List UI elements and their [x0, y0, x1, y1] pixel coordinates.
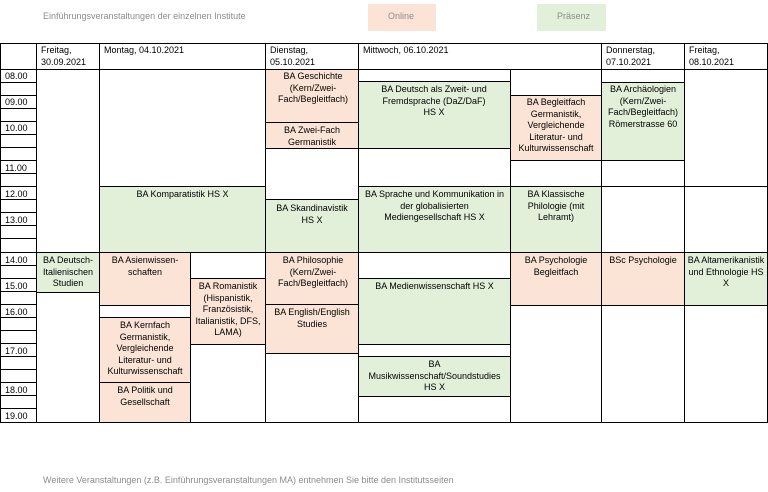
- time-label: 09.00: [5, 97, 28, 107]
- event-ba-zweifach-germanistik: BA Zwei-Fach Germanistik: [283, 125, 341, 147]
- header-day-mi-0610: Mittwoch, 06.10.2021: [363, 45, 449, 55]
- event-ba-english: BA English/English Studies: [274, 307, 350, 329]
- time-label: 19.00: [5, 411, 28, 421]
- event-ba-psychologie-begleitfach: BA Psychologie Begleitfach: [524, 255, 588, 277]
- event-ba-skandinavistik: BA Skandinavistik HS X: [276, 203, 348, 225]
- header-day-do-0710: Donnerstag, 07.10.2021: [606, 45, 656, 67]
- event-ba-deutsch-italienisch: BA Deutsch-Italienischen Studien: [42, 255, 94, 288]
- event-ba-begleitfach-germanistik: BA Begleitfach Germanistik, Vergleichende Literatur- und Kulturwissenschaft: [518, 97, 594, 153]
- time-label: 16.00: [5, 307, 28, 317]
- event-ba-sprache-kommunikation: BA Sprache und Kommunikation in der globalisierten Mediengesellschaft HS X: [364, 189, 505, 222]
- time-label: 13.00: [5, 215, 28, 225]
- time-label: 14.00: [5, 255, 28, 265]
- event-ba-altamerikanistik: BA Altamerikanistik und Ethnologie HS X: [687, 255, 765, 288]
- event-ba-politik: BA Politik und Gesellschaft: [117, 385, 173, 407]
- event-bsc-psychologie: BSc Psychologie: [609, 255, 677, 265]
- time-label: 17.00: [5, 346, 28, 356]
- event-ba-daz: BA Deutsch als Zweit- und Fremdsprache (DaZ/DaF) HS X: [381, 84, 487, 117]
- event-ba-kernfach-germanistik: BA Kernfach Germanistik, Vergleichende Literatur- und Kulturwissenschaft: [107, 320, 183, 376]
- page-title: Einführungsveranstaltungen der einzelnen Institute: [43, 11, 246, 21]
- header-day-di-0510: Dienstag, 05.10.2021: [270, 45, 316, 67]
- event-ba-medienwissenschaft: BA Medienwissenschaft HS X: [375, 281, 494, 291]
- event-ba-romanistik: BA Romanistik (Hispanistik, Französistik, Italianistik, DFS, LAMA): [195, 281, 261, 337]
- event-ba-geschichte: BA Geschichte (Kern/Zwei-Fach/Begleitfach): [277, 71, 349, 104]
- header-day-fr-3009: Freitag, 30.09.2021: [41, 45, 87, 67]
- time-label: 12.00: [5, 189, 28, 199]
- legend-praesenz-label: Präsenz: [557, 11, 591, 21]
- time-label: 08.00: [5, 71, 28, 81]
- event-ba-archaeologien: BA Archäologien (Kern/Zwei-Fach/Begleitfach) Römerstrasse 60: [607, 84, 679, 129]
- time-label: 10.00: [5, 123, 28, 133]
- event-ba-klassische-philologie: BA Klassische Philologie (mit Lehramt): [527, 189, 585, 222]
- time-label: 18.00: [5, 385, 28, 395]
- footer-note: Weitere Veranstaltungen (z.B. Einführungsveranstaltungen MA) entnehmen Sie bitte den Institutsseiten: [43, 475, 454, 485]
- event-ba-philosophie: BA Philosophie (Kern/Zwei-Fach/Begleitfach): [277, 255, 349, 288]
- time-label: 11.00: [5, 163, 27, 173]
- event-ba-asienwissenschaften: BA Asienwissen-schaften: [111, 255, 179, 277]
- event-ba-komparatistik: BA Komparatistik HS X: [136, 189, 229, 199]
- header-day-mo-0410: Montag, 04.10.2021: [104, 45, 185, 55]
- legend-online-label: Online: [388, 11, 415, 21]
- header-day-fr-0810: Freitag, 08.10.2021: [689, 45, 735, 67]
- event-ba-musikwissenschaft: BA Musikwissenschaft/Soundstudies HS X: [368, 359, 501, 392]
- time-label: 15.00: [5, 281, 28, 291]
